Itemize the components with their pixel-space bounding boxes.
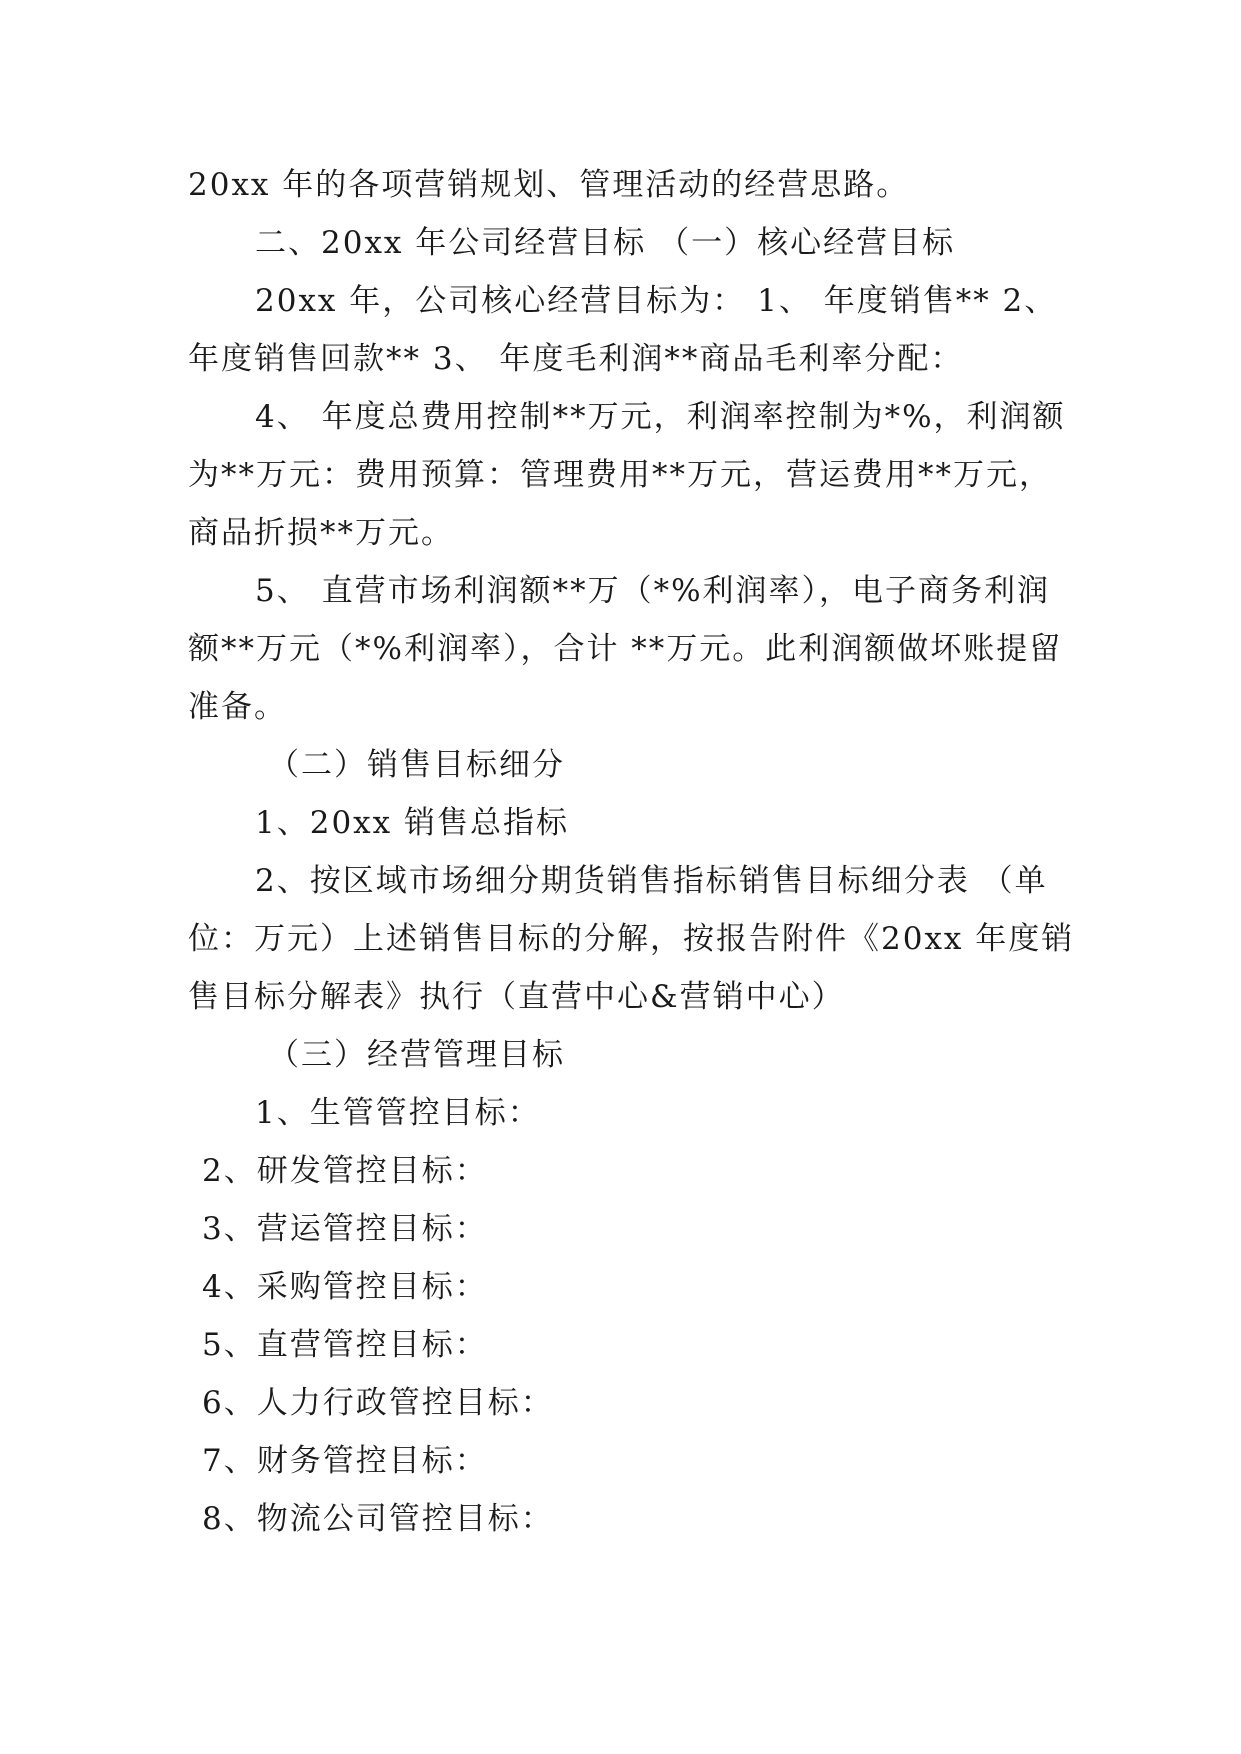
list-item: 4、采购管控目标： — [202, 1269, 488, 1305]
body-line: 1、20xx 销售总指标 — [255, 805, 569, 841]
body-line: 售目标分解表》执行（直营中心&营销中心） — [188, 979, 845, 1015]
body-line: 2、按区域市场细分期货销售指标销售目标细分表 （单 — [255, 863, 1048, 899]
body-line: 商品折损**万元。 — [188, 515, 454, 551]
body-line: 位：万元）上述销售目标的分解，按报告附件《20xx 年度销 — [188, 921, 1075, 957]
body-line: 20xx 年的各项营销规划、管理活动的经营思路。 — [188, 167, 910, 203]
body-line: 为**万元：费用预算：管理费用**万元，营运费用**万元， — [188, 457, 1052, 493]
section-heading: 二、20xx 年公司经营目标 （一）核心经营目标 — [255, 225, 956, 261]
list-item: 6、人力行政管控目标： — [202, 1385, 554, 1421]
body-line: 准备。 — [188, 689, 287, 725]
list-item: 3、营运管控目标： — [202, 1211, 488, 1247]
subsection-heading: （二）销售目标细分 — [268, 747, 565, 783]
list-item: 2、研发管控目标： — [202, 1153, 488, 1189]
body-line: 5、 直营市场利润额**万（*%利润率），电子商务利润 — [255, 573, 1051, 609]
body-line: 年度销售回款** 3、 年度毛利润**商品毛利率分配： — [188, 341, 964, 377]
list-item: 1、生管管控目标： — [255, 1095, 541, 1131]
subsection-heading: （三）经营管理目标 — [268, 1037, 565, 1073]
body-line: 4、 年度总费用控制**万元，利润率控制为*%，利润额 — [255, 399, 1066, 435]
body-line: 20xx 年，公司核心经营目标为： 1、 年度销售** 2、 — [255, 283, 1058, 319]
body-line: 额**万元（*%利润率），合计 **万元。此利润额做坏账提留 — [188, 631, 1063, 667]
list-item: 5、直营管控目标： — [202, 1327, 488, 1363]
list-item: 7、财务管控目标： — [202, 1443, 488, 1479]
list-item: 8、物流公司管控目标： — [202, 1501, 554, 1537]
